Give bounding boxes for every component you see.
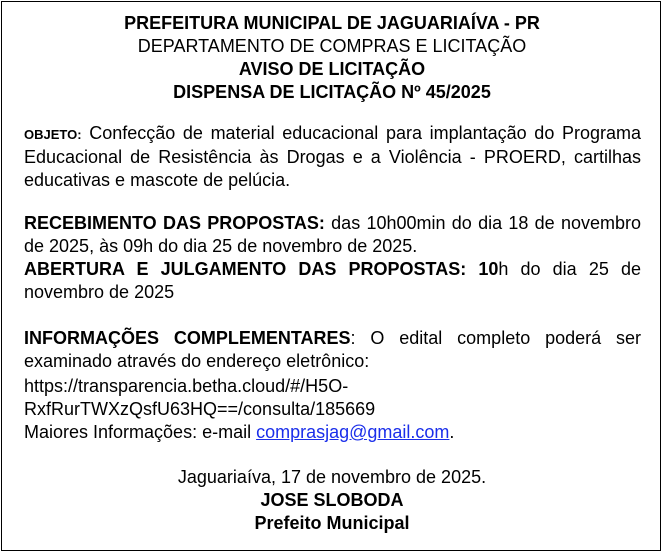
place-date: Jaguariaíva, 17 de novembro de 2025. bbox=[177, 467, 487, 487]
edital-url-line-1: https://transparencia.betha.cloud/#/H5O- bbox=[24, 376, 349, 396]
objeto-paragraph bbox=[24, 122, 641, 192]
signer-name: JOSE SLOBODA bbox=[260, 490, 404, 510]
informacoes-text: : O edital completo poderá ser examinado através do endereço eletrônico: bbox=[24, 328, 641, 371]
notice-header bbox=[2, 12, 662, 104]
contact-prefix: Maiores Informações: e-mail bbox=[24, 422, 257, 442]
edital-url bbox=[24, 375, 641, 444]
department-title: DEPARTAMENTO DE COMPRAS E LICITAÇÃO bbox=[137, 36, 527, 56]
contact-email-link[interactable]: comprasjag@gmail.com bbox=[256, 422, 450, 442]
licitation-notice bbox=[1, 1, 661, 551]
abertura-paragraph bbox=[24, 258, 641, 304]
dispensation-number: DISPENSA DE LICITAÇÃO Nº 45/2025 bbox=[173, 82, 491, 102]
recebimento-label: RECEBIMENTO DAS PROPOSTAS: bbox=[24, 213, 325, 233]
informacoes-paragraph bbox=[24, 327, 641, 373]
contact-suffix: . bbox=[449, 422, 455, 442]
municipality-title: PREFEITURA MUNICIPAL DE JAGUARIAÍVA - PR bbox=[124, 13, 540, 33]
objeto-text: Confecção de material educacional para implantação do Programa Educacional de Resistência às Drogas e a Violência - PROERD, cartilhas educativas e mascote de pelúcia. bbox=[24, 123, 641, 190]
abertura-text: h do dia 25 de novembro de 2025 bbox=[24, 259, 641, 302]
abertura-label: ABERTURA E JULGAMENTO DAS PROPOSTAS: 10 bbox=[24, 259, 499, 279]
objeto-label: OBJETO: bbox=[24, 127, 82, 142]
signer-title: Prefeito Municipal bbox=[254, 513, 410, 533]
notice-type-title: AVISO DE LICITAÇÃO bbox=[238, 59, 426, 79]
edital-url-line-2: RxfRurTWXzQsfU63HQ==/consulta/185669 bbox=[24, 399, 376, 419]
recebimento-paragraph bbox=[24, 212, 641, 258]
recebimento-text: das 10h00min do dia 18 de novembro de 2025, às 09h do dia 25 de novembro de 2025. bbox=[24, 213, 641, 256]
notice-footer bbox=[2, 466, 662, 535]
contact-line bbox=[24, 421, 641, 444]
informacoes-label: INFORMAÇÕES COMPLEMENTARES bbox=[24, 328, 351, 348]
